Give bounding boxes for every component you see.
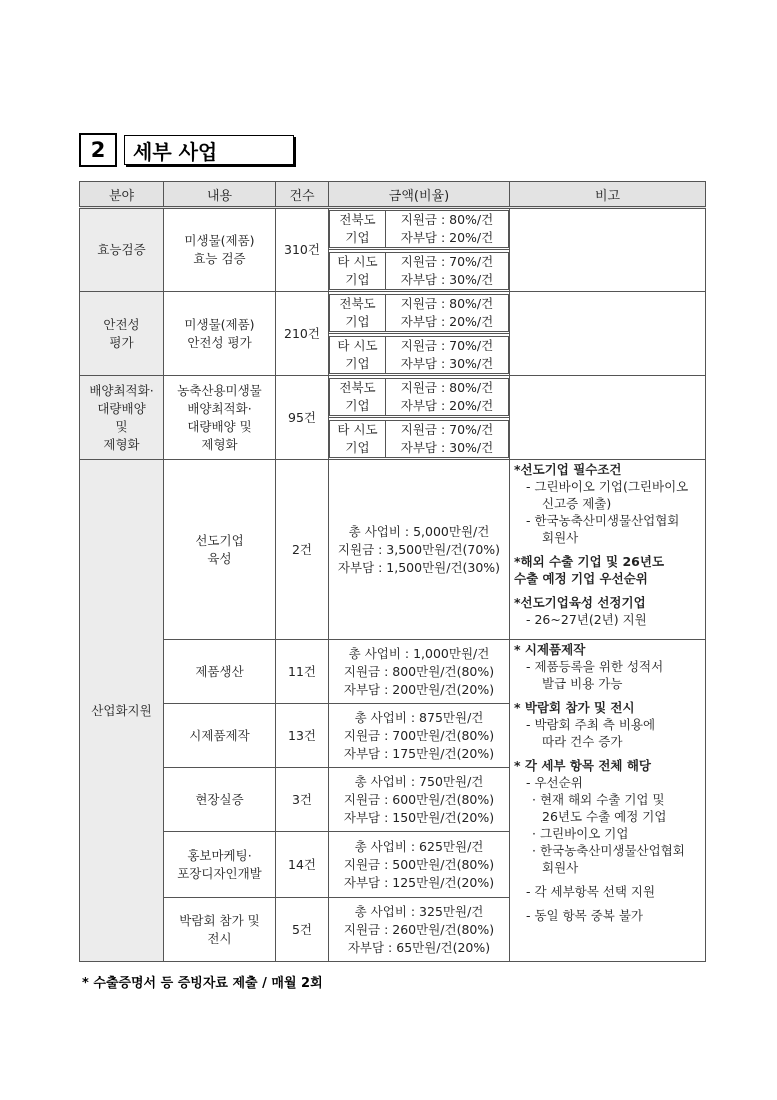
amount-cell: 총 사업비 : 1,000만원/건 지원금 : 800만원/건(80%) 자부담 : 200만원/건(20%) xyxy=(329,640,510,704)
ratio-value: 지원금 : 80%/건 자부담 : 20%/건 xyxy=(386,211,509,248)
amount-cell: 총 사업비 : 5,000만원/건 지원금 : 3,500만원/건(70%) 자부담 : 1,500만원/건(30%) xyxy=(329,460,510,640)
count-cell: 2건 xyxy=(276,460,329,640)
note-line: - 제품등록을 위한 성적서 xyxy=(526,659,664,674)
note-line: - 동일 항목 중복 불가 xyxy=(526,908,644,923)
amount-cell: 총 사업비 : 875만원/건 지원금 : 700만원/건(80%) 자부담 : 175만원/건(20%) xyxy=(329,704,510,768)
field-cell: 배양최적화· 대량배양 및 제형화 xyxy=(80,376,164,460)
note-line: 발급 비용 가능 xyxy=(542,676,623,691)
note-line: - 그린바이오 기업(그린바이오 xyxy=(526,479,689,494)
note-line: 신고증 제출) xyxy=(542,496,612,511)
note-line: 따라 건수 증가 xyxy=(542,734,623,749)
amount-cell: 총 사업비 : 325만원/건 지원금 : 260만원/건(80%) 자부담 : 65만원/건(20%) xyxy=(329,898,510,962)
ratio-value: 지원금 : 70%/건 자부담 : 30%/건 xyxy=(386,336,509,373)
table-row xyxy=(80,376,706,418)
note-line: * 시제품제작 xyxy=(514,642,586,657)
count-cell: 3건 xyxy=(276,768,329,832)
amount-split xyxy=(329,376,510,418)
content-cell: 박람회 참가 및 전시 xyxy=(164,898,276,962)
count-cell: 5건 xyxy=(276,898,329,962)
header-content: 내용 xyxy=(164,182,276,208)
header-field: 분야 xyxy=(80,182,164,208)
field-cell: 안전성 평가 xyxy=(80,292,164,376)
content-cell: 현장실증 xyxy=(164,768,276,832)
ratio-value: 지원금 : 70%/건 자부담 : 30%/건 xyxy=(386,420,509,457)
amount-split xyxy=(329,250,510,292)
content-cell: 시제품제작 xyxy=(164,704,276,768)
note-cell xyxy=(510,208,706,292)
note-line: · 현재 해외 수출 기업 및 xyxy=(532,792,665,807)
content-cell: 농축산용미생물 배양최적화· 대량배양 및 제형화 xyxy=(164,376,276,460)
header-count: 건수 xyxy=(276,182,329,208)
amount-split xyxy=(329,208,510,250)
content-cell: 선도기업 육성 xyxy=(164,460,276,640)
region-label: 전북도 기업 xyxy=(330,294,386,331)
count-cell: 95건 xyxy=(276,376,329,460)
note-line: - 한국농축산미생물산업협회 xyxy=(526,513,680,528)
note-line: * 각 세부 항목 전체 해당 xyxy=(514,758,651,773)
section-heading xyxy=(79,133,294,167)
ratio-value: 지원금 : 70%/건 자부담 : 30%/건 xyxy=(386,252,509,289)
note-cell xyxy=(510,292,706,376)
region-label: 타 시도 기업 xyxy=(330,252,386,289)
footnote: * 수출증명서 등 증빙자료 제출 / 매월 2회 xyxy=(82,976,323,991)
count-cell: 310건 xyxy=(276,208,329,292)
content-cell: 미생물(제품) 안전성 평가 xyxy=(164,292,276,376)
note-line: - 우선순위 xyxy=(526,775,583,790)
note-line: · 그린바이오 기업 xyxy=(532,826,629,841)
field-cell: 효능검증 xyxy=(80,208,164,292)
content-cell: 홍보마케팅· 포장디자인개발 xyxy=(164,832,276,898)
note-line: * 박람회 참가 및 전시 xyxy=(514,700,635,715)
region-label: 전북도 기업 xyxy=(330,211,386,248)
section-number: 2 xyxy=(79,133,117,167)
count-cell: 210건 xyxy=(276,292,329,376)
note-line: *선도기업육성 선정기업 xyxy=(514,595,646,610)
ratio-value: 지원금 : 80%/건 자부담 : 20%/건 xyxy=(386,378,509,415)
table-row xyxy=(80,292,706,334)
note-line: 회원사 xyxy=(542,860,579,875)
ratio-value: 지원금 : 80%/건 자부담 : 20%/건 xyxy=(386,294,509,331)
note-cell xyxy=(510,460,706,640)
note-line: 회원사 xyxy=(542,530,579,545)
note-line: 26년도 수출 예정 기업 xyxy=(542,809,667,824)
section-title: 세부 사업 xyxy=(124,135,294,165)
amount-split xyxy=(329,334,510,376)
count-cell: 13건 xyxy=(276,704,329,768)
region-label: 타 시도 기업 xyxy=(330,336,386,373)
region-label: 타 시도 기업 xyxy=(330,420,386,457)
header-note: 비고 xyxy=(510,182,706,208)
count-cell: 11건 xyxy=(276,640,329,704)
note-line: *해외 수출 기업 및 26년도 xyxy=(514,554,665,569)
note-line: - 26~27년(2년) 지원 xyxy=(526,612,647,627)
note-line: - 박람회 주최 측 비용에 xyxy=(526,717,656,732)
detail-table xyxy=(79,181,706,962)
field-cell: 산업화지원 xyxy=(80,460,164,962)
table-row xyxy=(80,208,706,250)
header-amount: 금액(비율) xyxy=(329,182,510,208)
count-cell: 14건 xyxy=(276,832,329,898)
header-row xyxy=(80,182,706,208)
note-line: 수출 예정 기업 우선순위 xyxy=(514,571,648,586)
note-line: - 각 세부항목 선택 지원 xyxy=(526,884,656,899)
content-cell: 미생물(제품) 효능 검증 xyxy=(164,208,276,292)
amount-split xyxy=(329,418,510,460)
note-cell xyxy=(510,640,706,962)
amount-cell: 총 사업비 : 750만원/건 지원금 : 600만원/건(80%) 자부담 : 150만원/건(20%) xyxy=(329,768,510,832)
amount-split xyxy=(329,292,510,334)
region-label: 전북도 기업 xyxy=(330,378,386,415)
table-row xyxy=(80,640,706,704)
note-line: *선도기업 필수조건 xyxy=(514,462,622,477)
amount-cell: 총 사업비 : 625만원/건 지원금 : 500만원/건(80%) 자부담 : 125만원/건(20%) xyxy=(329,832,510,898)
table-row xyxy=(80,460,706,640)
note-cell xyxy=(510,376,706,460)
note-line: · 한국농축산미생물산업협회 xyxy=(532,843,685,858)
content-cell: 제품생산 xyxy=(164,640,276,704)
